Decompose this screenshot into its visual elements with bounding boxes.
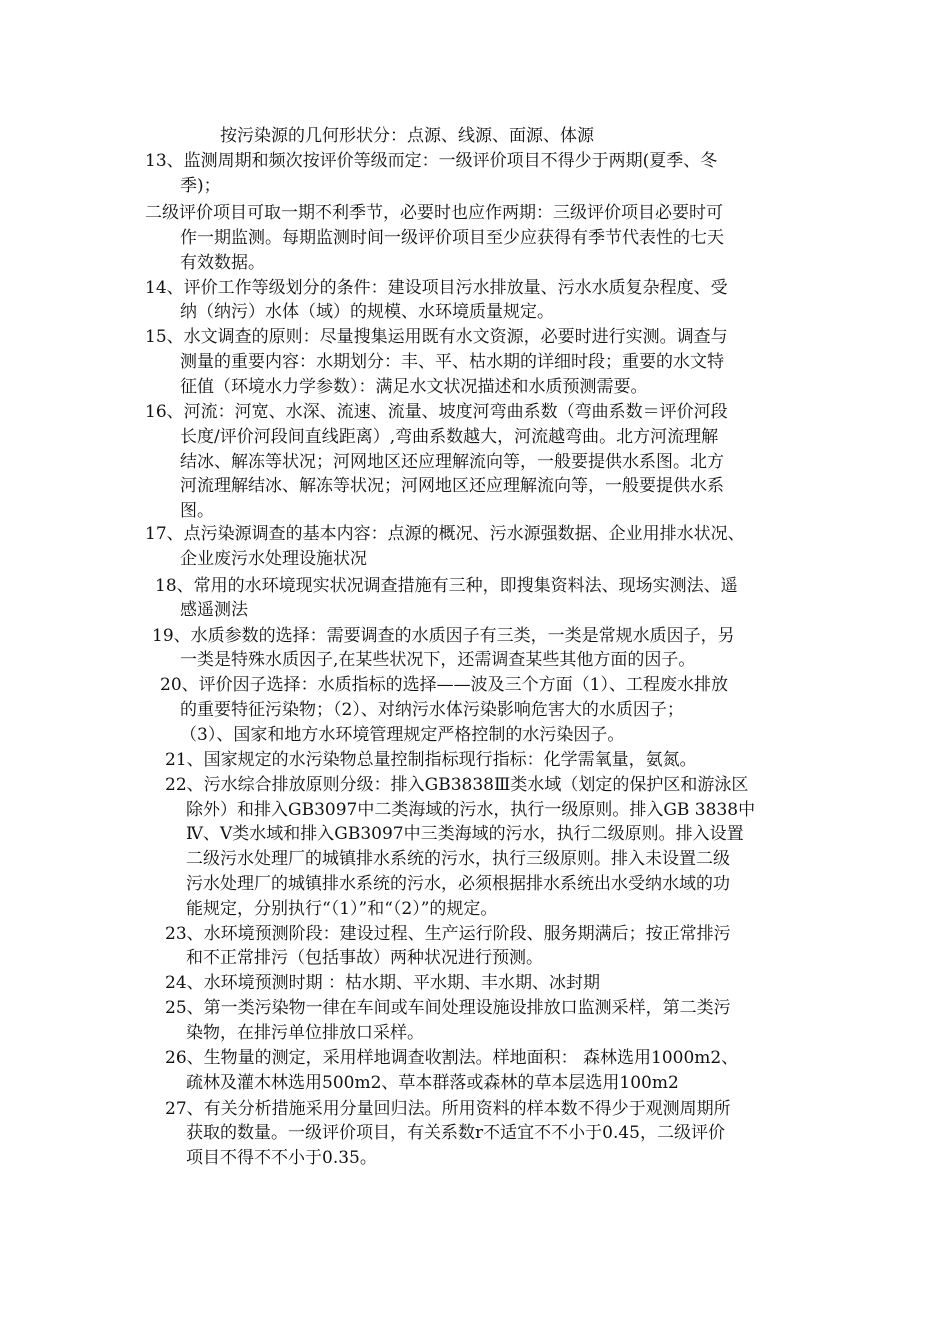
text-line: 二级污水处理厂的城镇排水系统的污水，执行三级原则。排入未设置二级 bbox=[186, 849, 730, 869]
text-line: 15、水文调查的原则：尽量搜集运用既有水文资源，必要时进行实测。调查与 bbox=[145, 327, 728, 347]
text-line: 13、监测周期和频次按评价等级而定：一级评价项目不得少于两期(夏季、冬 bbox=[145, 151, 718, 171]
text-line: 征值（环境水力学参数）：满足水文状况描述和水质预测需要。 bbox=[180, 377, 648, 397]
text-line: 21、国家规定的水污染物总量控制指标现行指标：化学需氧量，氨氮。 bbox=[165, 750, 697, 770]
text-line: 的重要特征污染物；（2）、对纳污水体污染影响危害大的水质因子； bbox=[180, 700, 684, 720]
text-line: Ⅳ、Ⅴ类水域和排入GB3097中三类海域的污水，执行二级原则。排入设置 bbox=[186, 824, 744, 844]
text-line: 一类是特殊水质因子,在某些状况下，还需调查某些其他方面的因子。 bbox=[180, 650, 696, 670]
text-line: 20、评价因子选择：水质指标的选择——波及三个方面（1）、工程废水排放 bbox=[160, 675, 728, 695]
text-line: 疏林及灌木林选用500m2、草本群落或森林的草本层选用100m2 bbox=[186, 1073, 679, 1093]
text-line: 染物，在排污单位排放口采样。 bbox=[186, 1023, 424, 1043]
text-line: 二级评价项目可取一期不利季节，必要时也应作两期：三级评价项目必要时可 bbox=[145, 203, 723, 223]
text-line: 图。 bbox=[180, 501, 214, 521]
text-line: 季)； bbox=[180, 176, 221, 196]
text-line: 14、评价工作等级划分的条件：建设项目污水排放量、污水水质复杂程度、受 bbox=[145, 278, 728, 298]
text-line: 17、点污染源调查的基本内容：点源的概况、污水源强数据、企业用排水状况、 bbox=[145, 524, 745, 544]
text-line: 有效数据。 bbox=[180, 253, 265, 273]
text-line: 19、水质参数的选择：需要调查的水质因子有三类，一类是常规水质因子，另 bbox=[152, 626, 735, 646]
text-line: 23、水环境预测阶段：建设过程、生产运行阶段、服务期满后；按正常排污 bbox=[165, 924, 731, 944]
text-line: 16、河流：河宽、水深、流速、流量、坡度河弯曲系数（弯曲系数＝评价河段 bbox=[145, 402, 728, 422]
text-line: 污水处理厂的城镇排水系统的污水，必须根据排水系统出水受纳水域的功 bbox=[186, 874, 730, 894]
text-line: 河流理解结冰、解冻等状况；河网地区还应理解流向等，一般要提供水系 bbox=[180, 476, 724, 496]
text-line: 项目不得不不小于0.35。 bbox=[186, 1148, 377, 1168]
text-line: 和不正常排污（包括事故）两种状况进行预测。 bbox=[186, 948, 543, 968]
text-line: 感遥测法 bbox=[180, 600, 248, 620]
text-line: 按污染源的几何形状分：点源、线源、面源、体源 bbox=[220, 126, 594, 146]
text-line: 获取的数量。一级评价项目，有关系数r不适宜不不小于0.45，二级评价 bbox=[186, 1123, 725, 1143]
text-line: 27、有关分析措施采用分量回归法。所用资料的样本数不得少于观测周期所 bbox=[165, 1099, 731, 1119]
text-line: 企业废污水处理设施状况 bbox=[180, 549, 367, 569]
text-line: 24、水环境预测时期 ：枯水期、平水期、丰水期、冰封期 bbox=[165, 973, 601, 993]
text-line: 22、污水综合排放原则分级：排入GB3838Ⅲ类水域（划定的保护区和游泳区 bbox=[165, 775, 749, 795]
text-line: 测量的重要内容：水期划分：丰、平、枯水期的详细时段；重要的水文特 bbox=[180, 352, 724, 372]
text-line: 结冰、解冻等状况；河网地区还应理解流向等，一般要提供水系图。北方 bbox=[180, 452, 724, 472]
text-line: 25、第一类污染物一律在车间或车间处理设施设排放口监测采样，第二类污 bbox=[165, 998, 731, 1018]
text-line: 长度/评价河段间直线距离）,弯曲系数越大，河流越弯曲。北方河流理解 bbox=[180, 427, 719, 447]
text-line: 纳（纳污）水体（域）的规模、水环境质量规定。 bbox=[180, 302, 554, 322]
text-line: 除外）和排入GB3097中二类海域的污水，执行一级原则。排入GB 3838中 bbox=[186, 800, 756, 820]
text-line: （3）、国家和地方水环境管理规定严格控制的水污染因子。 bbox=[180, 725, 625, 745]
text-line: 18、常用的水环境现实状况调查措施有三种，即搜集资料法、现场实测法、遥 bbox=[155, 576, 738, 596]
text-line: 能规定，分别执行“（1）”和“（2）”的规定。 bbox=[186, 899, 498, 919]
text-line: 作一期监测。每期监测时间一级评价项目至少应获得有季节代表性的七天 bbox=[180, 228, 724, 248]
text-line: 26、生物量的测定，采用样地调查收割法。样地面积： 森林选用1000m2、 bbox=[165, 1048, 739, 1068]
